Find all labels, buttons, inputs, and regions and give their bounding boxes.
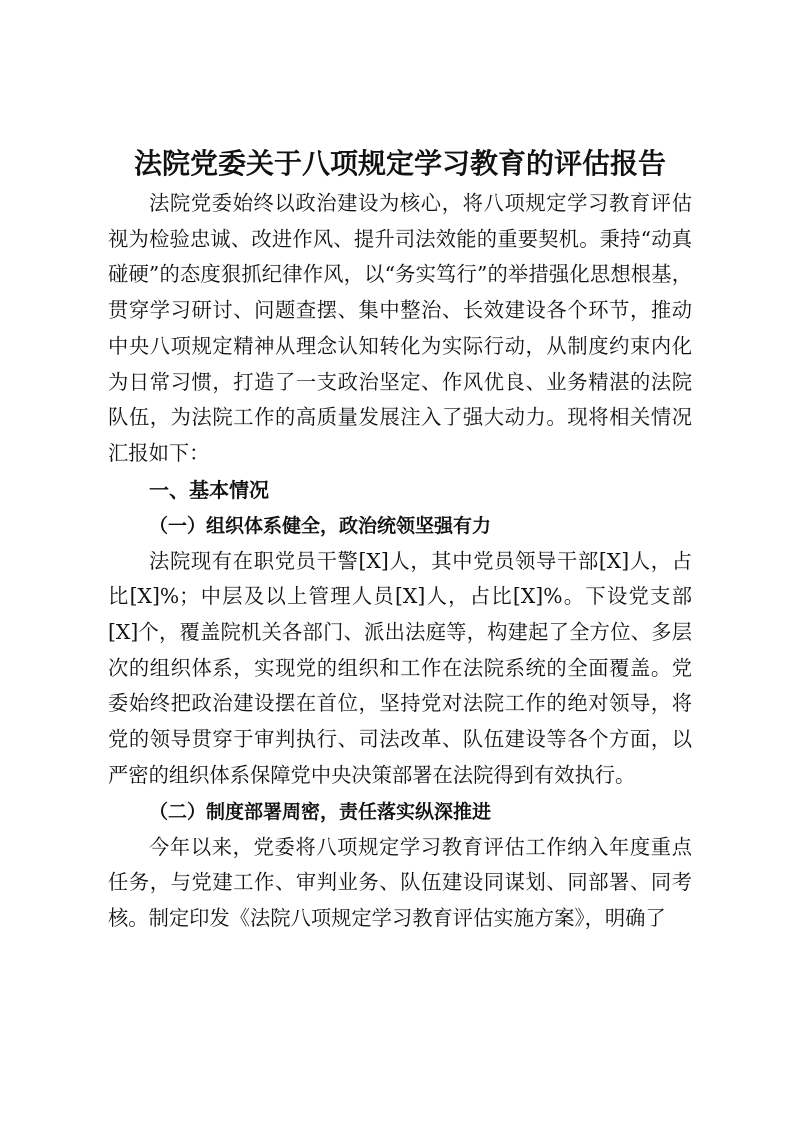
- organization-paragraph: 法院现有在职党员干警[X]人，其中党员领导干部[X]人，占比[X]%；中层及以上管理人员[X]人，占比[X]%。下设党支部[X]个，覆盖院机关各部门、派出法庭等，构建起了全方位、多层次的组织体系，实现党的组织和工作在法院系统的全面覆盖。党委始终把政治建设摆在首位，坚持党对法院工作的绝对领导，将党的领导贯穿于审判执行、司法改革、队伍建设等各个方面，以严密的组织体系保障党中央决策部署在法院得到有效执行。: [108, 548, 692, 787]
- document-body: [108, 142, 692, 937]
- document-title: 法院党委关于八项规定学习教育的评估报告: [133, 147, 666, 180]
- intro-paragraph: 法院党委始终以政治建设为核心，将八项规定学习教育评估视为检验忠诚、改进作风、提升司法效能的重要契机。秉持“动真碰硬”的态度狠抓纪律作风，以“务实笃行”的举措强化思想根基，贯穿学习研讨、问题查摆、集中整治、长效建设各个环节，推动中央八项规定精神从理念认知转化为实际行动，从制度约束内化为日常习惯，打造了一支政治坚定、作风优良、业务精湛的法院队伍，为法院工作的高质量发展注入了强大动力。现将相关情况汇报如下：: [108, 191, 692, 465]
- subsection-heading-system-deployment: （二）制度部署周密，责任落实纵深推进: [149, 800, 492, 823]
- subsection-heading-organization: （一）组织体系健全，政治统领坚强有力: [149, 514, 492, 537]
- system-deployment-paragraph: 今年以来，党委将八项规定学习教育评估工作纳入年度重点任务，与党建工作、审判业务、队伍建设同谋划、同部署、同考核。制定印发《法院八项规定学习教育评估实施方案》，明确了: [108, 834, 692, 930]
- section-heading-basic-situation: 一、基本情况: [149, 477, 269, 502]
